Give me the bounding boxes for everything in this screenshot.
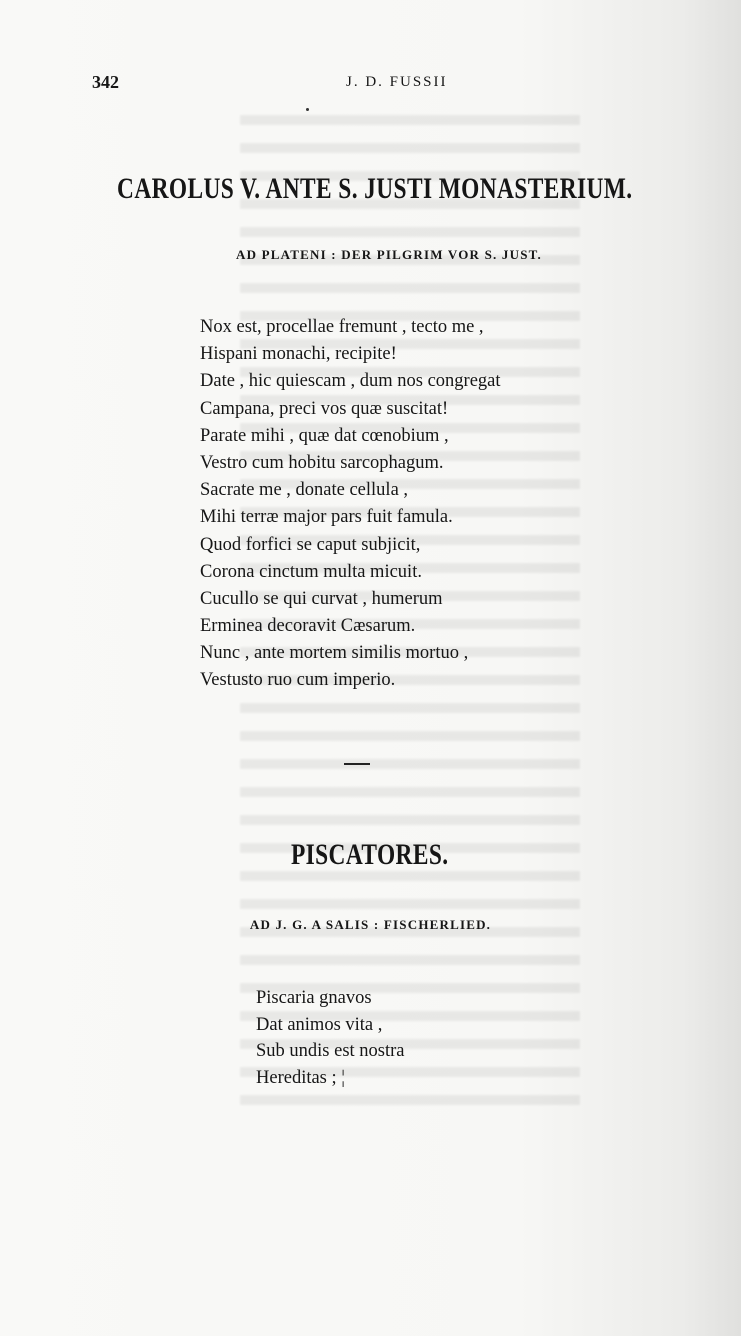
verse-line: Nox est, procellae fremunt , tecto me , <box>200 317 484 337</box>
running-title: J. D. FUSSII <box>346 74 448 90</box>
verse-line: Quod forfici se caput subjicit, <box>200 534 421 555</box>
verse-line: Date , hic quiescam , dum nos congregat <box>200 371 501 392</box>
verse-line: Vestusto ruo cum imperio. <box>200 670 396 691</box>
section-separator <box>344 763 370 765</box>
verse-line: Piscaria gnavos <box>256 988 372 1008</box>
verse-line: Corona cinctum multa micuit. <box>200 561 422 582</box>
poem-subtitle: AD J. G. A SALIS : FISCHERLIED. <box>249 917 492 932</box>
poem-title: PISCATORES. <box>290 838 449 871</box>
verse-line: Dat animos vita , <box>256 1014 383 1035</box>
poem-title: CAROLUS V. ANTE S. JUSTI MONASTERIUM. <box>117 172 633 205</box>
poem-subtitle: AD PLATENI : DER PILGRIM VOR S. JUST. <box>236 247 542 262</box>
running-head <box>0 72 741 96</box>
verse-line: Hispani monachi, recipite! <box>200 344 397 365</box>
verse-line: Vestro cum hobitu sarcophagum. <box>200 452 444 473</box>
ornament-dot <box>306 108 309 111</box>
poem-stanza <box>200 314 501 695</box>
verse-line: Mihi terræ major pars fuit famula. <box>200 507 453 528</box>
verse-line: Parate mihi , quæ dat cœnobium , <box>200 425 449 446</box>
verse-line: Campana, preci vos quæ suscitat! <box>200 398 449 419</box>
verse-line: Sacrate me , donate cellula , <box>200 480 409 501</box>
verse-line: Sub undis est nostra <box>256 1041 405 1061</box>
verse-line: Hereditas ; ¦ <box>256 1067 345 1088</box>
verse-line: Cucullo se qui curvat , humerum <box>200 588 443 609</box>
verse-line: Nunc , ante mortem similis mortuo , <box>200 643 469 664</box>
poem-stanza <box>256 985 405 1091</box>
page-number: 342 <box>92 72 119 92</box>
verse-line: Erminea decoravit Cæsarum. <box>200 616 416 637</box>
